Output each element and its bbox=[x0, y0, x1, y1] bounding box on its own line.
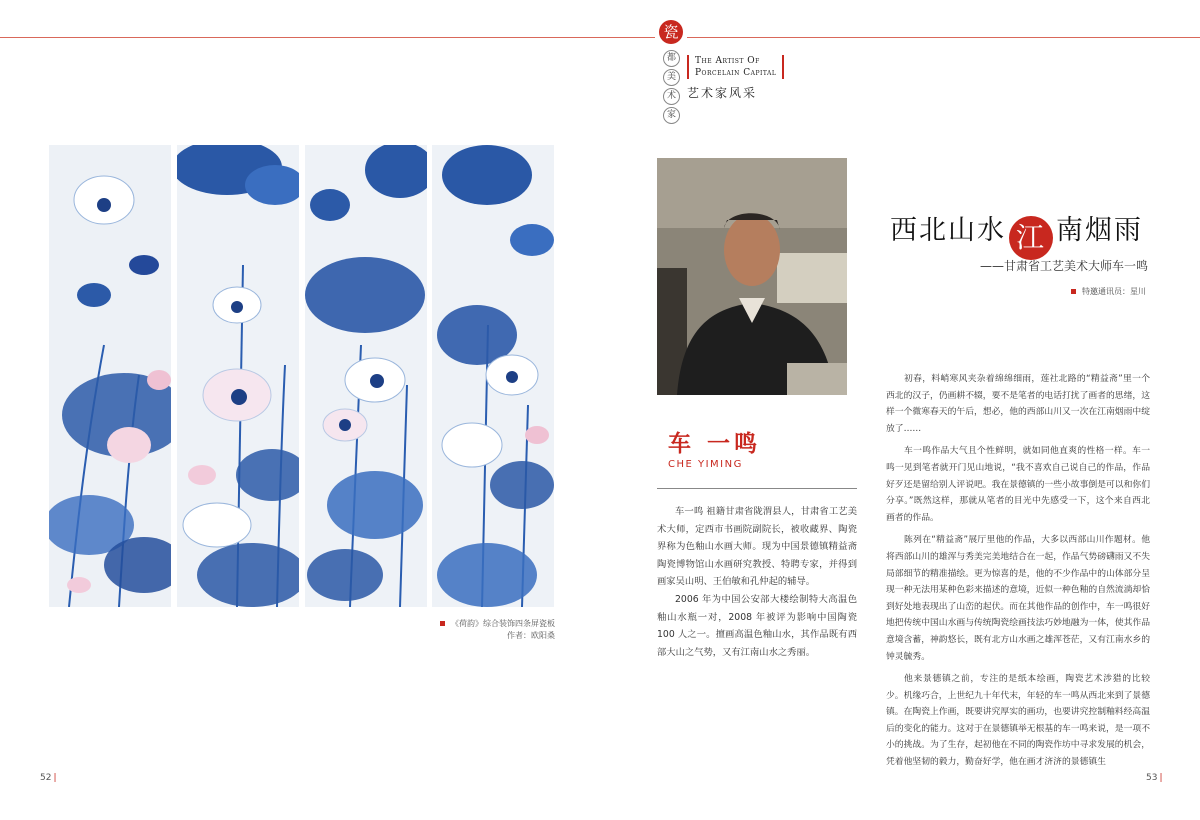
body-paragraph-3: 陈列在“精益斋”展厅里他的作品，大多以西部山川作题材。他将西部山川的雄浑与秀美完美地结合在一起，作品气势磅礴雨又不失局部细节的精准描绘。更为惊喜的是，他的不少作品中的山体部分呈现一种无法用某种色彩来描述的意境，近似一种色釉的自然流淌却恰到好处地表现出了山峦的起伏。而在其他作品的创作中，车一鸣很好地把传统中国山水画与传统陶瓷绘画技法巧妙地融为一体，使其作品意境含蓄，神韵悠长，既有北方山水画之雄浑苍茫，又有江南水乡的钟灵毓秀。 bbox=[886, 535, 1150, 662]
seal-column bbox=[663, 50, 679, 126]
artist-bio bbox=[657, 503, 857, 661]
header-rule-left bbox=[0, 37, 655, 38]
section-brand bbox=[687, 55, 784, 101]
reporter-name: 特邀通讯员：星川 bbox=[1082, 287, 1146, 296]
body-paragraph-1: 初春，料峭寒风夹杂着绵绵细雨，莲社北路的“精益斋”里一个西北的汉子，仍画耕不辍，要不是笔者的电话打扰了画者的思绪，这样一个微寒春天的午后，想必，他的西部山川又一次在江南烟雨中绽放了…… bbox=[886, 374, 1150, 434]
page-number-left-text: 52 bbox=[40, 773, 52, 783]
artist-name-cn: 车 一鸣 bbox=[668, 431, 762, 457]
article-subheadline: ——甘肃省工艺美术大师车一鸣 bbox=[979, 259, 1148, 273]
page-number-right: 53 | bbox=[1146, 773, 1163, 783]
panel-3 bbox=[305, 145, 427, 607]
porcelain-seal: 瓷 bbox=[659, 20, 683, 44]
header-rule-right bbox=[687, 37, 1200, 38]
artist-portrait bbox=[657, 158, 847, 395]
body-paragraph-2: 车一鸣作品大气且个性鲜明，就如同他直爽的性格一样。车一鸣一见到笔者就开门见山地说，“我不喜欢自己说自己的作品，作品好歹还是留给别人评说吧。我在景德镇的一些小故事倒是可以和你们分享。”既然这样，那就从笔者的目光中先感受一下，这个来自西北画者的作品。 bbox=[886, 446, 1150, 523]
name-divider bbox=[657, 488, 857, 489]
panel-1 bbox=[49, 145, 171, 607]
caption-author: 作者：欧阳桑 bbox=[507, 631, 555, 640]
article-headline bbox=[890, 208, 1143, 260]
reporter-marker bbox=[1071, 289, 1076, 294]
panel-4 bbox=[432, 145, 554, 607]
artwork-caption bbox=[420, 618, 555, 642]
article-body bbox=[886, 371, 1150, 777]
section-subtitle: 艺术家风采 bbox=[687, 86, 758, 100]
reporter-credit bbox=[1000, 286, 1146, 297]
headline-highlight: 江 bbox=[1009, 216, 1053, 260]
bio-paragraph-2: 2006 年为中国公安部大楼绘制特大高温色釉山水瓶一对，2008 年被评为影响中国陶瓷 100 人之一。擅画高温色釉山水，其作品既有西部大山之气势，又有江南山水之秀丽。 bbox=[657, 593, 857, 658]
page-number-right-text: 53 bbox=[1146, 773, 1158, 783]
headline-part-2: 南烟雨 bbox=[1056, 215, 1143, 246]
artist-name-en: CHE YIMING bbox=[668, 459, 743, 470]
seal-char-4: 家 bbox=[663, 107, 680, 124]
porcelain-panels bbox=[49, 145, 554, 607]
page-number-left: 52 | bbox=[40, 773, 57, 783]
brand-box bbox=[687, 55, 784, 79]
seal-char-2: 美 bbox=[663, 69, 680, 86]
headline-part-1: 西北山水 bbox=[890, 215, 1006, 246]
caption-marker bbox=[440, 621, 445, 626]
seal-char-1: 都 bbox=[663, 50, 680, 67]
panel-2 bbox=[177, 145, 299, 607]
body-paragraph-4: 他来景德镇之前，专注的是纸本绘画，陶瓷艺术涉猎的比较少。机缘巧合，上世纪九十年代末，年轻的车一鸣从西北来到了景德镇。在陶瓷上作画，既要讲究厚实的画功，也要讲究控制釉料经高温后的变化的能力。这对于在景德镇举无根基的车一鸣来说，是一项不小的挑战。为了生存，起初他在不同的陶瓷作坊中寻求发展的机会，凭着他坚韧的毅力，勤奋好学，他在画才济济的景德镇生 bbox=[886, 674, 1150, 768]
brand-line-2: Porcelain Capital bbox=[695, 68, 777, 78]
caption-title: 《荷韵》综合装饰四条屏瓷板 bbox=[451, 619, 555, 628]
seal-char-3: 术 bbox=[663, 88, 680, 105]
brand-line-1: The Artist Of bbox=[695, 56, 760, 66]
bio-paragraph-1: 车一鸣 祖籍甘肃省陇渭县人，甘肃省工艺美术大师，定西市书画院副院长，被收藏界、陶瓷界称为色釉山水画大师。现为中国景德镇精益斋陶瓷博物馆山水画研究教授、特聘专家，并得到画家吴山明、王伯敏和孔仲起的辅导。 bbox=[657, 506, 857, 588]
